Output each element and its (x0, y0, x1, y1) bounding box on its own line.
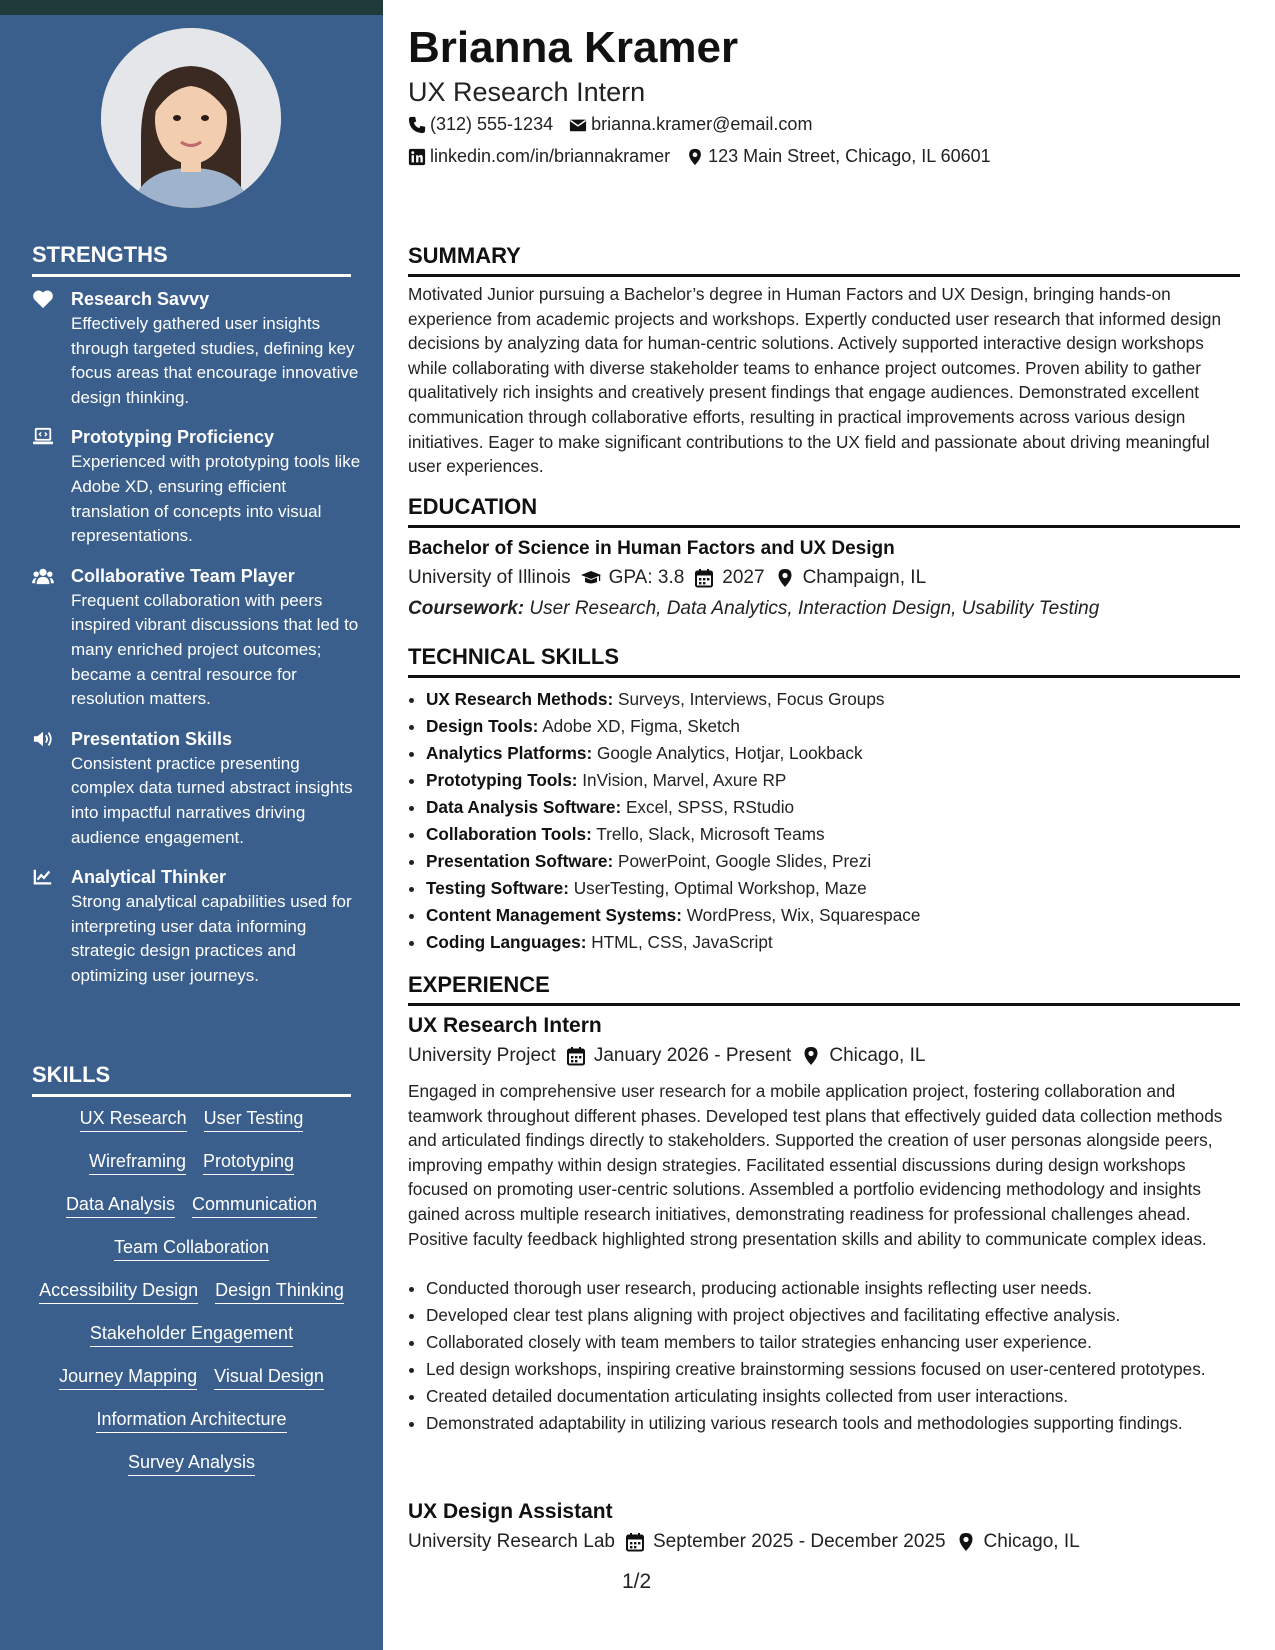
summary-heading: SUMMARY (408, 243, 1240, 277)
skills-list (32, 1107, 351, 1476)
heart-icon (32, 289, 54, 309)
strength-item (32, 425, 362, 548)
phone-icon (408, 116, 426, 134)
strengths-heading: STRENGTHS (32, 242, 351, 277)
contact-linkedin (408, 146, 670, 167)
job-dates: January 2026 - Present (593, 1045, 792, 1066)
skill-value: Excel, SPSS, RStudio (625, 797, 795, 817)
strength-title: Research Savvy (71, 289, 210, 309)
strengths-list (32, 287, 362, 1003)
skill-label: Presentation Software: (426, 851, 614, 871)
laptop-code-icon (32, 427, 54, 447)
contact-phone (408, 114, 553, 135)
strength-desc: Strong analytical capabilities used for interpreting user data informing strategic design practices and optimizing user journeys. (71, 892, 352, 985)
linkedin-icon (408, 148, 426, 166)
skill-label: Content Management Systems: (426, 905, 682, 925)
calendar-icon (566, 1046, 586, 1066)
list-item (426, 740, 1236, 767)
strength-title: Prototyping Proficiency (71, 427, 275, 448)
skill-tag: Stakeholder Engagement (90, 1322, 293, 1347)
technical-skills-heading: TECHNICAL SKILLS (408, 644, 1240, 678)
education-degree: Bachelor of Science in Human Factors and UX Design (408, 538, 895, 559)
skill-label: Analytics Platforms: (426, 743, 593, 763)
avatar (101, 28, 281, 208)
map-marker-icon (956, 1532, 976, 1552)
skill-tag: Wireframing (89, 1150, 186, 1175)
skill-tag: Design Thinking (215, 1279, 344, 1304)
volume-icon (32, 729, 54, 749)
coursework-label: Coursework: (408, 598, 525, 619)
users-icon (32, 566, 54, 586)
job-description: Engaged in comprehensive user research for a mobile application project, fostering collaboration and teamwork throughout different phases. Developed test plans that effectively guided data collection methods and articulated findings directly to stakeholders. Supported the creation of user personas alongside peers, improving empathy within design strategies. Facilitated essential discussions during design workshops focused on promoting user-centric solutions. Assembled a portfolio evidencing methodology and insights gained across multiple research initiatives, demonstrating readiness for professional challenges ahead. Positive faculty feedback highlighted strong presentation skills and ability to communicate complex ideas. (408, 1081, 1223, 1249)
list-item (426, 686, 1236, 713)
skill-label: Testing Software: (426, 878, 569, 898)
job-location: Chicago, IL (829, 1045, 926, 1066)
skill-value: WordPress, Wix, Squarespace (686, 905, 921, 925)
skill-tag: Visual Design (214, 1365, 324, 1390)
sidebar-top-bar (0, 0, 383, 15)
skill-label: Coding Languages: (426, 932, 587, 952)
phone-text: (312) 555-1234 (430, 114, 554, 134)
job-org: University Project (408, 1045, 556, 1066)
strength-title: Collaborative Team Player (71, 565, 295, 586)
contact-row (408, 146, 1007, 167)
envelope-icon (569, 116, 587, 134)
skill-label: Collaboration Tools: (426, 824, 592, 844)
map-marker-icon (686, 148, 704, 166)
list-item: • Demonstrated adaptability in utilizing various research tools and methodologies supporting findings. (426, 1411, 1236, 1436)
email-text[interactable]: brianna.kramer@email.com (591, 114, 813, 134)
graduation-cap-icon (581, 568, 601, 588)
strength-item (32, 865, 362, 988)
skill-value: PowerPoint, Google Slides, Prezi (617, 851, 872, 871)
strength-item (32, 564, 362, 712)
job-title: UX Design Assistant (408, 1500, 613, 1523)
skill-tag: Communication (192, 1193, 317, 1218)
technical-skills-list (426, 686, 1236, 956)
skill-tag: Data Analysis (66, 1193, 175, 1218)
skill-label: UX Research Methods: (426, 689, 614, 709)
contact-email (569, 114, 812, 135)
skill-label: Prototyping Tools: (426, 770, 578, 790)
list-item (426, 713, 1236, 740)
education-school: University of Illinois (408, 567, 571, 588)
strength-title: Analytical Thinker (71, 867, 227, 888)
page-number: 1/2 (622, 1570, 652, 1593)
job-bullets (426, 1276, 1236, 1438)
list-item: • Led design workshops, inspiring creative brainstorming sessions focused on user-centered prototypes. (426, 1357, 1236, 1382)
skill-tag: Survey Analysis (128, 1451, 255, 1476)
list-item (426, 848, 1236, 875)
skills-heading: SKILLS (32, 1062, 351, 1097)
summary-text: Motivated Junior pursuing a Bachelor’s degree in Human Factors and UX Design, bringing hands-on experience from academic projects and workshops. Expertly conducted user research that informed design decisions by analyzing data for human-centric solutions. Actively supported interactive design workshops while collaborating with diverse stakeholder teams to enhance project outcomes. Proven ability to gather qualitatively rich insights and creatively present findings that engage audiences. Demonstrated excellent communication through collaborative efforts, resulting in practical improvements across various design initiatives. Eager to make significant contributions to the UX field and passionate about driving meaningful user experiences. (408, 284, 1221, 477)
skill-tag: Accessibility Design (39, 1279, 198, 1304)
skill-tag: User Testing (204, 1107, 304, 1132)
strength-desc: Effectively gathered user insights through targeted studies, defining key focus areas that encourage innovative design thinking. (71, 314, 359, 407)
job-location: Chicago, IL (983, 1531, 1080, 1552)
list-item (426, 875, 1236, 902)
candidate-name: Brianna Kramer (408, 23, 739, 72)
skill-value: HTML, CSS, JavaScript (591, 932, 773, 952)
calendar-icon (694, 568, 714, 588)
job-dates: September 2025 - December 2025 (652, 1531, 946, 1552)
list-item (426, 767, 1236, 794)
education-year: 2027 (722, 567, 765, 588)
strength-desc: Experienced with prototyping tools like Adobe XD, ensuring efficient translation of concepts into visual representations. (71, 452, 361, 546)
sidebar (0, 0, 383, 1650)
calendar-icon (625, 1532, 645, 1552)
skill-value: Google Analytics, Hotjar, Lookback (596, 743, 863, 763)
job-meta (408, 1529, 1080, 1555)
list-item (426, 821, 1236, 848)
experience-heading: EXPERIENCE (408, 972, 1240, 1006)
chart-line-icon (32, 867, 54, 887)
job-meta (408, 1043, 925, 1069)
job-org: University Research Lab (408, 1531, 615, 1552)
contact-address (686, 146, 991, 167)
list-item: • Developed clear test plans aligning with project objectives and facilitating effective analysis. (426, 1303, 1236, 1328)
strength-title: Presentation Skills (71, 728, 233, 749)
linkedin-text[interactable]: linkedin.com/in/briannakramer (430, 146, 671, 166)
coursework-text: User Research, Data Analytics, Interaction Design, Usability Testing (529, 598, 1100, 619)
skill-value: InVision, Marvel, Axure RP (582, 770, 787, 790)
education-gpa: GPA: 3.8 (608, 567, 685, 588)
list-item: • Created detailed documentation articulating insights collected from user interactions. (426, 1384, 1236, 1409)
skill-value: Trello, Slack, Microsoft Teams (596, 824, 825, 844)
skill-value: Surveys, Interviews, Focus Groups (617, 689, 885, 709)
skill-label: Design Tools: (426, 716, 539, 736)
list-item (426, 902, 1236, 929)
skill-tag: Prototyping (203, 1150, 294, 1175)
education-heading: EDUCATION (408, 494, 1240, 528)
avatar-portrait-icon (101, 28, 281, 208)
skill-value: UserTesting, Optimal Workshop, Maze (573, 878, 867, 898)
list-item: • Conducted thorough user research, producing actionable insights reflecting user needs. (426, 1276, 1236, 1301)
map-marker-icon (801, 1046, 821, 1066)
education-meta (408, 565, 926, 591)
skill-label: Data Analysis Software: (426, 797, 622, 817)
list-item (426, 794, 1236, 821)
strength-desc: Frequent collaboration with peers inspired vibrant discussions that led to many enriched project outcomes; became a central resource for resolution matters. (71, 590, 359, 709)
skill-tag: Information Architecture (96, 1408, 286, 1433)
skill-tag: Team Collaboration (114, 1236, 269, 1261)
candidate-title: UX Research Intern (408, 77, 646, 107)
strength-desc: Consistent practice presenting complex data turned abstract insights into impactful narratives driving audience engagement. (71, 753, 353, 847)
strength-item (32, 727, 362, 850)
education-location: Champaign, IL (802, 567, 927, 588)
job-title: UX Research Intern (408, 1014, 602, 1037)
map-marker-icon (775, 568, 795, 588)
strength-item (32, 287, 362, 410)
education-coursework (408, 596, 1099, 622)
skill-value: Adobe XD, Figma, Sketch (542, 716, 740, 736)
contact-row (408, 114, 828, 135)
skill-tag: Journey Mapping (59, 1365, 197, 1390)
list-item: • Collaborated closely with team members to tailor strategies enhancing user experience. (426, 1330, 1236, 1355)
list-item (426, 929, 1236, 956)
address-text: 123 Main Street, Chicago, IL 60601 (708, 146, 991, 166)
skill-tag: UX Research (80, 1107, 187, 1132)
